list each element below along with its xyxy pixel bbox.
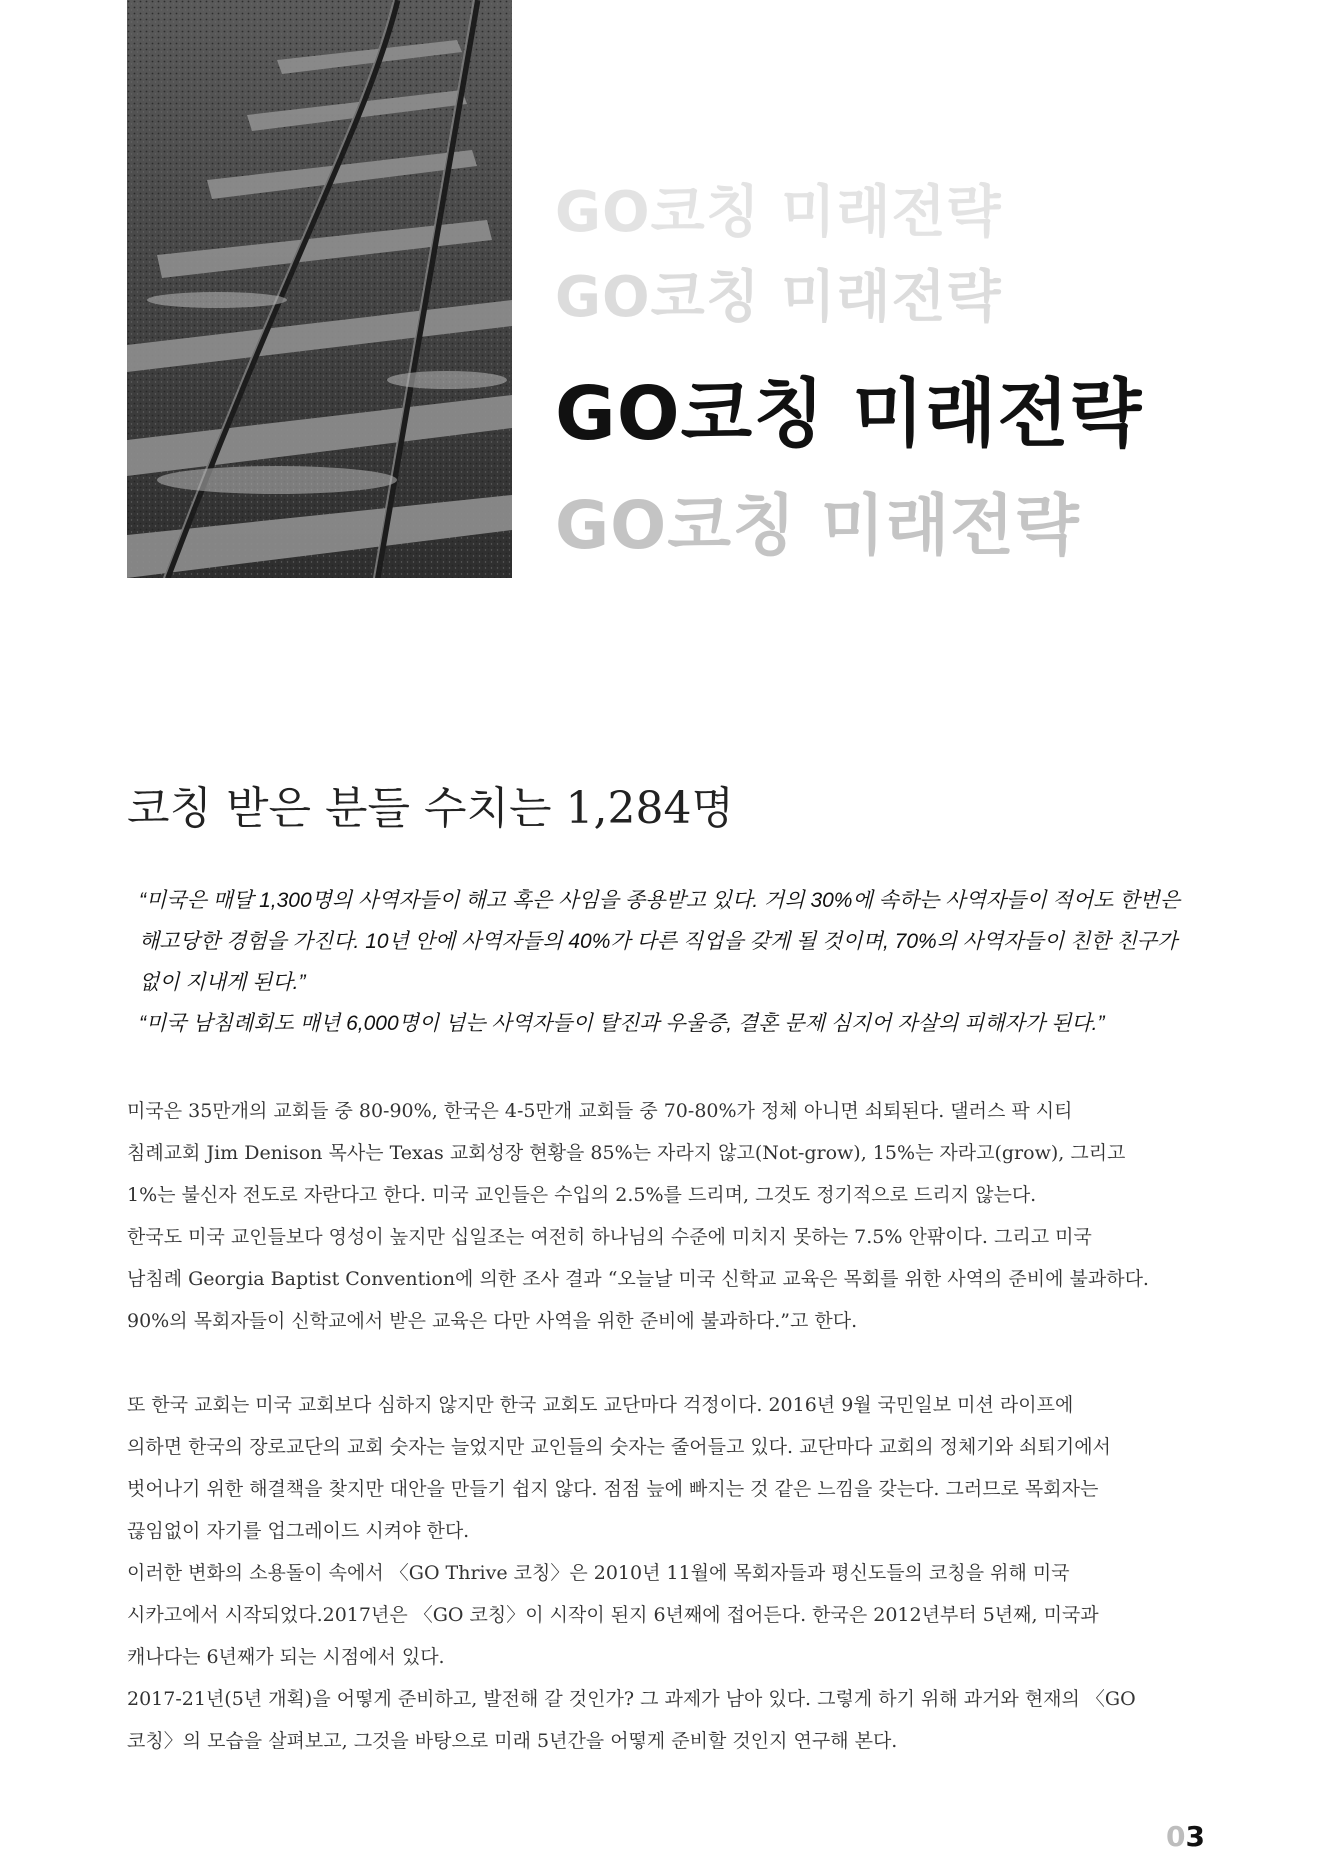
body-line: 침례교회 Jim Denison 목사는 Texas 교회성장 현황을 85%는 자라지 않고(Not-grow), 15%는 자라고(grow), 그리고 [127, 1142, 1126, 1164]
paragraph-1 [127, 1090, 1217, 1342]
quote-line: “미국 남침례회도 매년 6,000명이 넘는 사역자들이 탈진과 우울증, 결혼 문제 심지어 자살의 피해자가 된다.” [139, 1012, 1105, 1035]
body-line: 코칭〉의 모습을 살펴보고, 그것을 바탕으로 미래 5년간을 어떻게 준비할 것인지 연구해 본다. [127, 1730, 898, 1752]
body-line: 벗어나기 위한 해결책을 찾지만 대안을 만들기 쉽지 않다. 점점 늪에 빠지는 것 같은 느낌을 갖는다. 그러므로 목회자는 [127, 1478, 1099, 1500]
body-line: 이러한 변화의 소용돌이 속에서 〈GO Thrive 코칭〉은 2010년 11월에 목회자들과 평신도들의 코칭을 위해 미국 [127, 1562, 1070, 1584]
body-line: 끊임없이 자기를 업그레이드 시켜야 한다. [127, 1520, 470, 1542]
title-echo-3: GO코칭 미래전략 [555, 487, 1080, 564]
body-line: 캐나다는 6년째가 되는 시점에서 있다. [127, 1646, 445, 1668]
body-line: 2017-21년(5년 개획)을 어떻게 준비하고, 발전해 갈 것인가? 그 과제가 남아 있다. 그렇게 하기 위해 과거와 현재의 〈GO [127, 1688, 1136, 1710]
main-title: GO코칭 미래전략 [555, 371, 1143, 457]
railway-track-illustration [127, 0, 512, 578]
body-line: 시카고에서 시작되었다.2017년은 〈GO 코칭〉이 시작이 된지 6년째에 접어든다. 한국은 2012년부터 5년째, 미국과 [127, 1604, 1099, 1626]
body-line: 또 한국 교회는 미국 교회보다 심하지 않지만 한국 교회도 교단마다 걱정이다. 2016년 9월 국민일보 미션 라이프에 [127, 1394, 1074, 1416]
quote-line: 해고당한 경험을 가진다. 10년 안에 사역자들의 40%가 다른 직업을 갖게 될 것이며, 70%의 사역자들이 친한 친구가 [139, 930, 1178, 953]
title-echo-1: GO코칭 미래전략 [555, 180, 1002, 245]
page-number [1166, 1820, 1205, 1853]
page-number-main: 3 [1185, 1820, 1205, 1853]
body-line: 미국은 35만개의 교회들 중 80-90%, 한국은 4-5만개 교회들 중 70-80%가 정체 아니면 쇠퇴된다. 댈러스 팍 시티 [127, 1100, 1073, 1122]
body-line: 남침례 Georgia Baptist Convention에 의한 조사 결과 “오늘날 미국 신학교 교육은 목회를 위한 사역의 준비에 불과하다. [127, 1268, 1149, 1290]
body-line: 90%의 목회자들이 신학교에서 받은 교육은 다만 사역을 위한 준비에 불과하다.”고 한다. [127, 1310, 858, 1332]
paragraph-gap [127, 1342, 1217, 1384]
railway-track-photo [127, 0, 512, 578]
quote-2 [127, 1003, 1217, 1044]
body-line: 의하면 한국의 장로교단의 교회 숫자는 늘었지만 교인들의 숫자는 줄어들고 있다. 교단마다 교회의 정체기와 쇠퇴기에서 [127, 1436, 1111, 1458]
body-line: 한국도 미국 교인들보다 영성이 높지만 십일조는 여전히 하나님의 수준에 미치지 못하는 7.5% 안팎이다. 그리고 미국 [127, 1226, 1092, 1248]
quote-block [127, 880, 1217, 1044]
body-line: 1%는 불신자 전도로 자란다고 한다. 미국 교인들은 수입의 2.5%를 드리며, 그것도 정기적으로 드리지 않는다. [127, 1184, 1037, 1206]
title-echo-2: GO코칭 미래전략 [555, 265, 1002, 330]
quote-line: “미국은 매달 1,300명의 사역자들이 해고 혹은 사임을 종용받고 있다. 거의 30%에 속하는 사역자들이 적어도 한번은 [139, 889, 1181, 912]
body-text [127, 1090, 1217, 1762]
paragraph-2 [127, 1384, 1217, 1762]
section-heading: 코칭 받은 분들 수치는 1,284명 [127, 783, 734, 834]
quote-line: 없이 지내게 된다.” [139, 971, 306, 994]
quote-1 [127, 880, 1217, 1003]
page-number-lead: 0 [1166, 1820, 1186, 1853]
